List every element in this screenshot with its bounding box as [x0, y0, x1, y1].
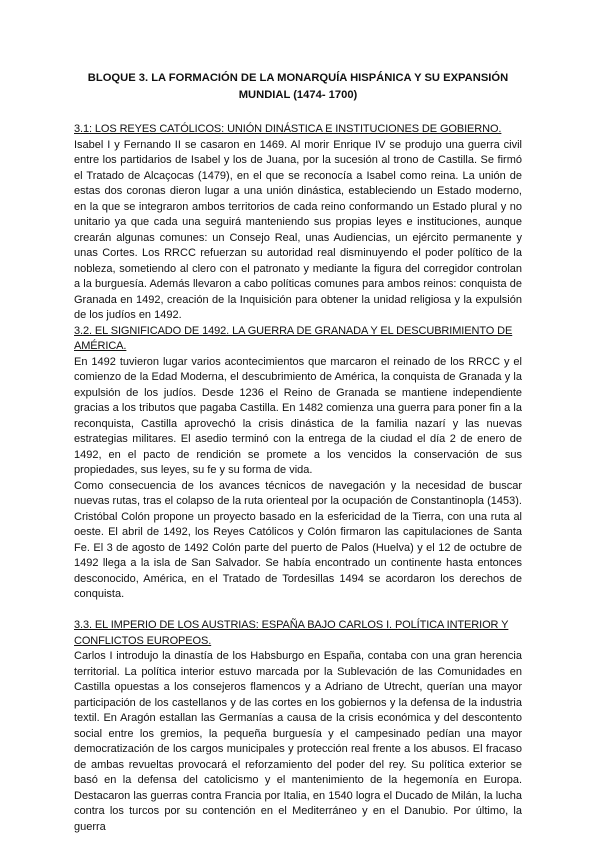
section-3-2 [74, 324, 522, 603]
section-paragraph: En 1492 tuvieron lugar varios acontecimientos que marcaron el reinado de los RRCC y el comienzo de la Edad Moderna, el descubrimiento de América, la conquista de Granada y la expulsión de los judíos. Desde 1236 el Reino de Granada se mantiene independiente gracias a los tributos que pagaba Castilla. En 1482 comienza una guerra para poner fin a la reconquista, Castilla aprovechó la crisis dinástica de la familia nazarí y las nuevas estrategias militares. El asedio terminó con la entrega de la ciudad el día 2 de enero de 1492, en el pacto de rendición se promete a los vencidos la conservación de sus propiedades, sus leyes, su fe y su forma de vida. [74, 355, 522, 476]
section-heading: 3.3. EL IMPERIO DE LOS AUSTRIAS: ESPAÑA BAJO CARLOS I. POLÍTICA INTERIOR Y CONFLICTOS EUROPEOS. [74, 619, 509, 647]
document-title: BLOQUE 3. LA FORMACIÓN DE LA MONARQUÍA HISPÁNICA Y SU EXPANSIÓN MUNDIAL (1474- 1700) [87, 72, 509, 101]
section-paragraph: Isabel I y Fernando II se casaron en 1469. Al morir Enrique IV se produjo una guerra civil entre los partidarios de Isabel y los de Juana, por la sucesión al trono de Castilla. Se firmó el Tratado de Alcaçocas (1479), en el que se reconocía a Isabel como reina. La unión de estas dos coronas dieron lugar a una unión dinástica, estableciendo un Estado moderno, en la que se integraron ambos territorios de cada reino conformando un Estado plural y no unitario ya que cada una seguirá manteniendo sus propias leyes e instituciones, aunque crearán algunas comunes: un Consejo Real, unas Audiencias, un ejército permanente y unas Cortes. Los RRCC refuerzan su autoridad real disminuyendo el poder político de la nobleza, sometiendo al clero con el patronato y mediante la figura del corregidor controlan a la burguesía. Además llevaron a cabo políticas comunes para ambos reinos: conquista de Granada en 1492, creación de la Inquisición para obtener la unidad religiosa y la expulsión de los judíos en 1492. [74, 138, 522, 321]
section-heading: 3.2. EL SIGNIFICADO DE 1492. LA GUERRA DE GRANADA Y EL DESCUBRIMIENTO DE AMÉRICA. [74, 324, 513, 352]
section-paragraph: Carlos I introdujo la dinastía de los Habsburgo en España, contaba con una gran herencia territorial. La política interior estuvo marcada por la Sublevación de las Comunidades en Castilla opuestas a los consejeros flamencos y a Adriano de Utrecht, querían una mayor participación de los castellanos y de las cortes en los gobiernos y la defensa de la industria textil. En Aragón estallan las Germanías a causa de la crisis económica y del descontento social entre los gremios, la pequeña burguesía y el campesinado pedían una mayor democratización de los cargos municipales y protección real frente a los abusos. El fracaso de ambas revueltas provocará el reforzamiento del poder del rey. Su política exterior se basó en la defensa del catolicismo y el mantenimiento de la hegemonía en Europa. Destacaron las guerras contra Francia por Italia, en 1540 logra el Ducado de Milán, la lucha contra los turcos por su contención en el Mediterráneo y en el Danubio. Por último, la guerra [74, 650, 522, 833]
section-spacer [74, 603, 522, 619]
section-3-3 [74, 618, 522, 835]
section-paragraph: Como consecuencia de los avances técnicos de navegación y la necesidad de buscar nuevas rutas, tras el colapso de la ruta orienteal por la ocupación de Constantinopla (1453). Cristóbal Colón propone un proyecto basado en la esfericidad de la Tierra, con una ruta al oeste. El abril de 1492, los Reyes Católicos y Colón firmaron las capitulaciones de Santa Fe. El 3 de agosto de 1492 Colón parte del puerto de Palos (Huelva) y el 12 de octubre de 1492 llega a la isla de San Salvador. Se había encontrado un continente hasta entonces desconocido, América, en el Tratado de Tordesillas 1494 se acordaron los derechos de conquista. [74, 479, 522, 600]
section-heading: 3.1: LOS REYES CATÓLICOS: UNIÓN DINÁSTICA E INSTITUCIONES DE GOBIERNO. [74, 123, 502, 135]
section-3-1 [74, 122, 522, 324]
